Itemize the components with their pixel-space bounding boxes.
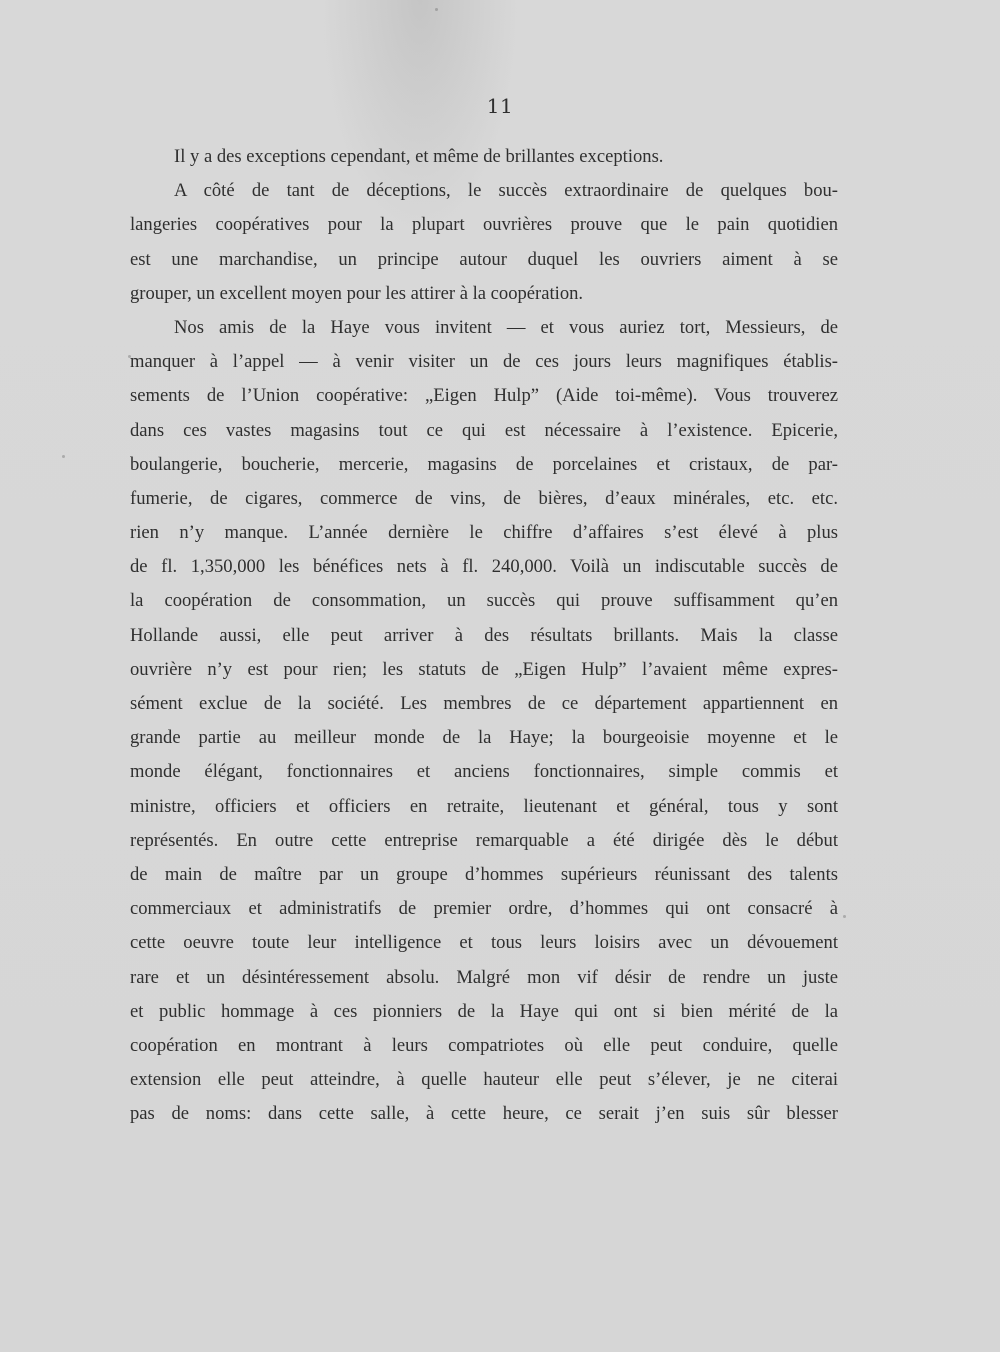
paper-speck — [435, 8, 438, 11]
text-line: manquer à l’appel — à venir visiter un de ces jours leurs magnifiques établis- — [130, 351, 838, 373]
text-line: langeries coopératives pour la plupart ouvrières prouve que le pain quotidien — [130, 214, 838, 236]
paper-speck — [128, 355, 131, 358]
text-line: représentés. En outre cette entreprise remarquable a été dirigée dès le début — [130, 829, 838, 851]
text-line: boulangerie, boucherie, mercerie, magasins de porcelaines et cristaux, de par- — [130, 453, 838, 475]
paper-speck — [843, 915, 846, 918]
text-line: sément exclue de la société. Les membres de ce département appartiennent en — [130, 693, 838, 714]
text-line: de main de maître par un groupe d’hommes supérieurs réunissant des talents — [130, 863, 838, 885]
text-line: la coopération de consommation, un succès qui prouve suffisamment qu’en — [130, 590, 838, 612]
text-line: et public hommage à ces pionniers de la Haye qui ont si bien mérité de la — [130, 1000, 838, 1022]
text-line: coopération en montrant à leurs compatriotes où elle peut conduire, quelle — [130, 1034, 838, 1056]
text-line: ouvrière n’y est pour rien; les statuts de „Eigen Hulp” l’avaient même expres- — [130, 658, 838, 680]
text-line: fumerie, de cigares, commerce de vins, de bières, d’eaux minérales, etc. etc. — [130, 487, 838, 509]
text-line: de fl. 1,350,000 les bénéfices nets à fl. 240,000. Voilà un indiscutable succès de — [130, 556, 838, 578]
text-line: rien n’y manque. L’année dernière le chiffre d’affaires s’est élevé à plus — [130, 522, 838, 544]
text-line: Il y a des exceptions cependant, et même de brillantes exceptions. — [174, 146, 664, 167]
text-line: grande partie au meilleur monde de la Haye; la bourgeoisie moyenne et le — [130, 727, 838, 749]
text-line: Hollande aussi, elle peut arriver à des résultats brillants. Mais la classe — [130, 624, 838, 646]
text-line: pas de noms: dans cette salle, à cette heure, ce serait j’en suis sûr blesser — [130, 1103, 838, 1125]
paper-speck — [62, 455, 65, 458]
text-line: sements de l’Union coopérative: „Eigen Hulp” (Aide toi-même). Vous trouverez — [130, 385, 838, 407]
text-line: cette oeuvre toute leur intelligence et tous leurs loisirs avec un dévouement — [130, 932, 838, 954]
text-line: dans ces vastes magasins tout ce qui est nécessaire à l’existence. Epicerie, — [130, 419, 838, 441]
text-line: A côté de tant de déceptions, le succès extraordinaire de quelques bou- — [174, 180, 838, 202]
text-line: extension elle peut atteindre, à quelle hauteur elle peut s’élever, je ne citerai — [130, 1069, 838, 1091]
text-line: Nos amis de la Haye vous invitent — et vous auriez tort, Messieurs, de — [174, 316, 838, 338]
page-number: 11 — [486, 94, 514, 118]
text-line: commerciaux et administratifs de premier ordre, d’hommes qui ont consacré à — [130, 898, 838, 920]
text-line: rare et un désintéressement absolu. Malgré mon vif désir de rendre un juste — [130, 966, 838, 988]
text-line: monde élégant, fonctionnaires et anciens fonctionnaires, simple commis et — [130, 761, 838, 783]
text-line: ministre, officiers et officiers en retraite, lieutenant et général, tous y sont — [130, 795, 838, 817]
text-line: est une marchandise, un principe autour duquel les ouvriers aiment à se — [130, 248, 838, 270]
body-text — [130, 140, 838, 1131]
text-line: grouper, un excellent moyen pour les attirer à la coopération. — [130, 282, 584, 304]
